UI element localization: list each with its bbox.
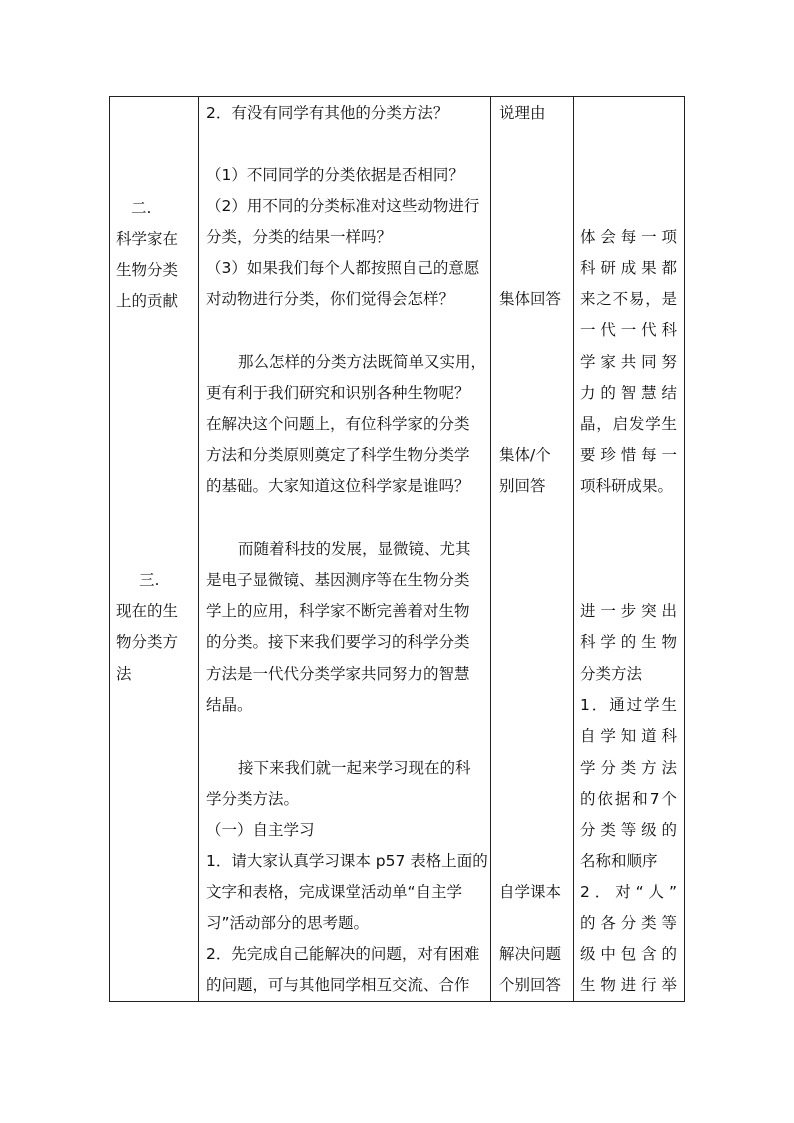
section-2-title-line: 科学家在 xyxy=(116,230,179,248)
intent-line: 进一步突出 xyxy=(580,602,677,620)
student-activity: 说理由 xyxy=(499,104,546,122)
student-activity: 别回答 xyxy=(499,477,546,495)
student-activity: 自学课本 xyxy=(499,883,562,901)
intent-line: 1．通过学生 xyxy=(580,696,677,714)
intent-line: 要珍惜每一 xyxy=(580,446,677,464)
activity-line: 接下来我们就一起来学习现在的科 xyxy=(238,759,471,777)
section-2-number: 二. xyxy=(131,199,152,217)
activity-line: （1）不同同学的分类依据是否相同？ xyxy=(206,166,464,184)
intent-line: 生物进行举 xyxy=(580,976,677,994)
activity-line: 的基础。大家知道这位科学家是谁吗？ xyxy=(206,477,470,495)
intent-line: 学分类方法 xyxy=(580,759,677,777)
activity-line: 方法和分类原则奠定了科学生物分类学 xyxy=(206,446,470,464)
student-activity: 个别回答 xyxy=(499,976,562,994)
column-divider xyxy=(490,96,491,1002)
intent-line: 自学知道科 xyxy=(580,727,677,745)
activity-line: 2．先完成自己能解决的问题，对有困难 xyxy=(206,945,480,963)
intent-line: 的各分类等 xyxy=(580,914,677,932)
activity-line: 是电子显微镜、基因测序等在生物分类 xyxy=(206,571,470,589)
activity-line: （一）自主学习 xyxy=(206,821,315,839)
activity-line: 的问题，可与其他同学相互交流、合作 xyxy=(206,976,470,994)
student-activity: 解决问题 xyxy=(499,945,562,963)
intent-line: 2．对“人” xyxy=(580,883,677,901)
intent-line: 科研成果都 xyxy=(580,259,677,277)
activity-line: 更有利于我们研究和识别各种生物呢？ xyxy=(206,384,470,402)
section-3-title-line: 物分类方 xyxy=(116,633,179,651)
intent-line: 来之不易，是 xyxy=(580,290,677,308)
intent-line: 力的智慧结 xyxy=(580,384,677,402)
column-divider xyxy=(573,96,574,1002)
intent-line: 晶，启发学生 xyxy=(580,415,677,433)
activity-line: 2．有没有同学有其他的分类方法？ xyxy=(206,104,449,122)
activity-line: 1．请大家认真学习课本 p57 表格上面的 xyxy=(206,852,488,870)
activity-line: 在解决这个问题上，有位科学家的分类 xyxy=(206,415,470,433)
activity-line: 结晶。 xyxy=(206,696,253,714)
section-3-title-line: 法 xyxy=(116,665,132,683)
activity-line: 学上的应用，科学家不断完善着对生物 xyxy=(206,602,470,620)
activity-line: 那么怎样的分类方法既简单又实用， xyxy=(238,353,487,371)
intent-line: 一代一代科 xyxy=(580,321,677,339)
section-3-number: 三. xyxy=(139,571,160,589)
activity-line: 习”活动部分的思考题。 xyxy=(206,914,370,932)
intent-line: 项科研成果。 xyxy=(580,477,674,495)
column-divider xyxy=(198,96,199,1002)
section-2-title-line: 生物分类 xyxy=(116,261,179,279)
activity-line: 学分类方法。 xyxy=(206,790,300,808)
activity-line: 对动物进行分类，你们觉得会怎样？ xyxy=(206,290,455,308)
activity-line: 分类，分类的结果一样吗？ xyxy=(206,228,393,246)
intent-line: 学家共同努 xyxy=(580,353,677,371)
activity-line: （2）用不同的分类标准对这些动物进行 xyxy=(206,197,480,215)
student-activity: 集体回答 xyxy=(499,290,562,308)
activity-line: 的分类。接下来我们要学习的科学分类 xyxy=(206,633,470,651)
activity-line: 文字和表格，完成课堂活动单“自主学 xyxy=(206,883,463,901)
intent-line: 科学的生物 xyxy=(580,633,677,651)
activity-line: （3）如果我们每个人都按照自己的意愿 xyxy=(206,259,480,277)
intent-line: 分类方法 xyxy=(580,665,643,683)
student-activity: 集体/个 xyxy=(499,446,551,464)
intent-line: 的依据和7个 xyxy=(580,790,677,808)
intent-line: 名称和顺序 xyxy=(580,852,658,870)
section-2-title-line: 上的贡献 xyxy=(116,292,179,310)
intent-line: 分类等级的 xyxy=(580,821,677,839)
intent-line: 级中包含的 xyxy=(580,945,677,963)
activity-line: 而随着科技的发展，显微镜、尤其 xyxy=(238,540,471,558)
section-3-title-line: 现在的生 xyxy=(116,602,179,620)
activity-line: 方法是一代代分类学家共同努力的智慧 xyxy=(206,665,470,683)
intent-line: 体会每一项 xyxy=(580,228,677,246)
